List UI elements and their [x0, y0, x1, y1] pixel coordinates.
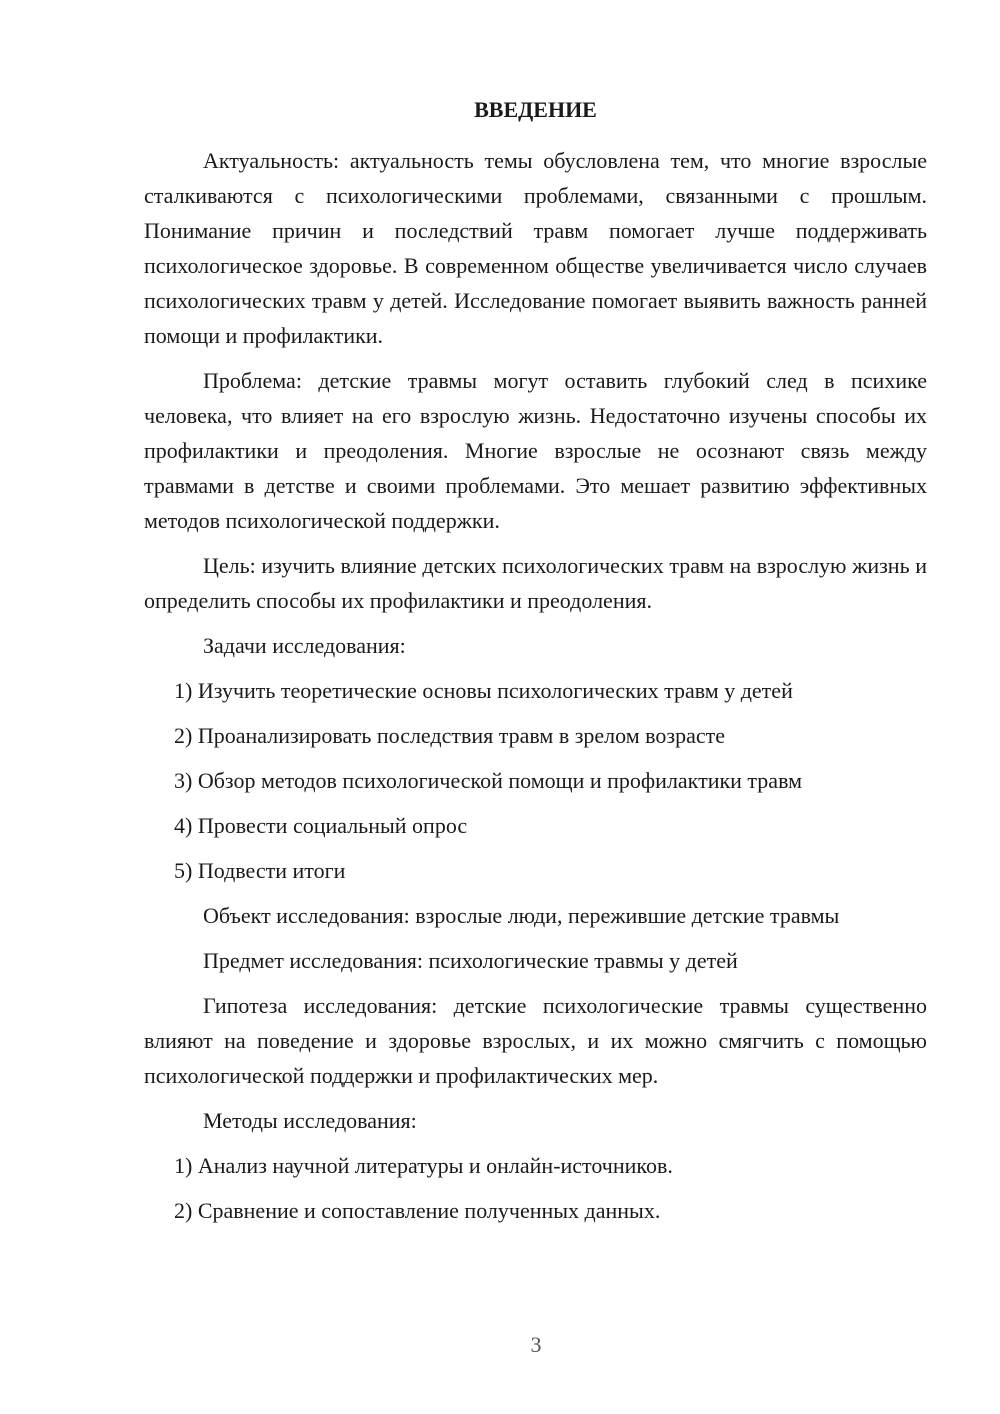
- goal-paragraph: Цель: изучить влияние детских психологических травм на взрослую жизнь и определить способы их профилактики и преодоления.: [144, 553, 927, 613]
- list-item: 4) Провести социальный опрос: [174, 813, 468, 838]
- methods-heading: Методы исследования:: [203, 1108, 417, 1133]
- list-item: 2) Сравнение и сопоставление полученных данных.: [174, 1198, 661, 1223]
- list-item: 2) Проанализировать последствия травм в зрелом возрасте: [174, 723, 725, 748]
- tasks-list: [144, 673, 927, 888]
- page-title: ВВЕДЕНИЕ: [474, 97, 597, 122]
- list-item: 1) Анализ научной литературы и онлайн-источников.: [174, 1153, 673, 1178]
- hypothesis-paragraph: Гипотеза исследования: детские психологические травмы существенно влияют на поведение и здоровье взрослых, и их можно смягчить с помощью психологической поддержки и профилактических мер.: [144, 993, 927, 1088]
- relevance-paragraph: Актуальность: актуальность темы обусловлена тем, что многие взрослые сталкиваются с психологическими проблемами, связанными с прошлым. Понимание причин и последствий травм помогает лучше поддерживать психологическое здоровье. В современном обществе увеличивается число случаев психологических травм у детей. Исследование помогает выявить важность ранней помощи и профилактики.: [144, 148, 927, 348]
- list-item: 1) Изучить теоретические основы психологических травм у детей: [174, 678, 793, 703]
- object-line: Объект исследования: взрослые люди, пережившие детские травмы: [203, 903, 840, 928]
- subject-line: Предмет исследования: психологические травмы у детей: [203, 948, 738, 973]
- list-item: 5) Подвести итоги: [174, 858, 346, 883]
- problem-paragraph: Проблема: детские травмы могут оставить глубокий след в психике человека, что влияет на его взрослую жизнь. Недостаточно изучены способы их профилактики и преодоления. Многие взрослые не осознают связь между травмами в детстве и своими проблемами. Это мешает развитию эффективных методов психологической поддержки.: [144, 368, 927, 533]
- page-number: 3: [530, 1332, 542, 1357]
- tasks-heading: Задачи исследования:: [203, 633, 406, 658]
- methods-list: [144, 1148, 927, 1228]
- list-item: 3) Обзор методов психологической помощи и профилактики травм: [174, 768, 803, 793]
- page-content: [144, 95, 927, 1238]
